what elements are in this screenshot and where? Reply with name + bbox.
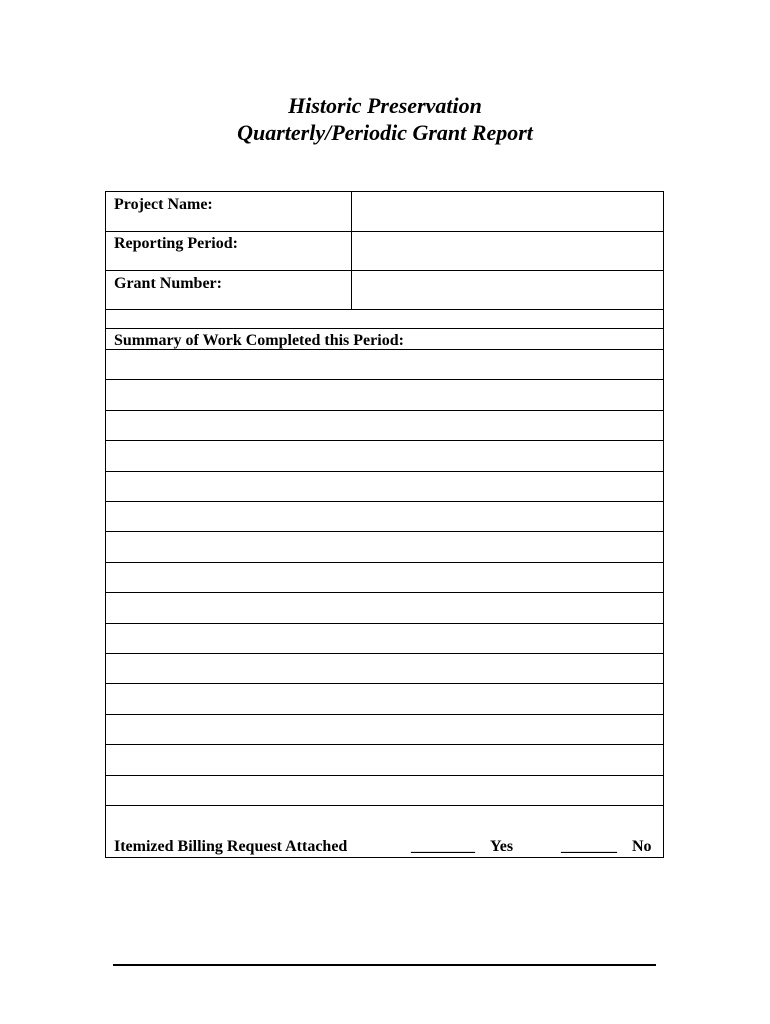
summary-line[interactable] [106, 684, 663, 713]
summary-line[interactable] [106, 715, 663, 744]
title-line-1: Historic Preservation [288, 93, 482, 118]
report-form [105, 191, 664, 858]
summary-line[interactable] [106, 380, 663, 409]
summary-line[interactable] [106, 745, 663, 774]
summary-line[interactable] [106, 532, 663, 561]
summary-line[interactable] [106, 563, 663, 592]
no-blank[interactable]: _______ [561, 838, 617, 855]
billing-label: Itemized Billing Request Attached [114, 838, 348, 855]
summary-line[interactable] [106, 350, 663, 379]
reporting-period-label: Reporting Period: [114, 235, 238, 252]
summary-label: Summary of Work Completed this Period: [114, 332, 404, 349]
no-label: No [632, 838, 652, 855]
summary-line[interactable] [106, 593, 663, 622]
summary-line[interactable] [106, 502, 663, 531]
summary-line[interactable] [106, 654, 663, 683]
spacer-row-divider [106, 328, 663, 329]
project-name-label: Project Name: [114, 196, 213, 213]
row-divider [106, 309, 663, 310]
signature-line [113, 964, 656, 966]
grant-number-label: Grant Number: [114, 275, 222, 292]
yes-blank[interactable]: ________ [411, 838, 475, 855]
title-line-2: Quarterly/Periodic Grant Report [237, 120, 533, 145]
grant-number-field[interactable] [352, 271, 664, 309]
form-title [0, 92, 770, 146]
summary-line-rule [106, 805, 663, 806]
project-name-field[interactable] [352, 192, 664, 230]
yes-label: Yes [490, 838, 514, 855]
summary-line[interactable] [106, 776, 663, 805]
reporting-period-field[interactable] [352, 232, 664, 270]
summary-line[interactable] [106, 472, 663, 501]
summary-line[interactable] [106, 624, 663, 653]
billing-row [106, 833, 663, 857]
summary-line[interactable] [106, 441, 663, 470]
summary-line[interactable] [106, 411, 663, 440]
